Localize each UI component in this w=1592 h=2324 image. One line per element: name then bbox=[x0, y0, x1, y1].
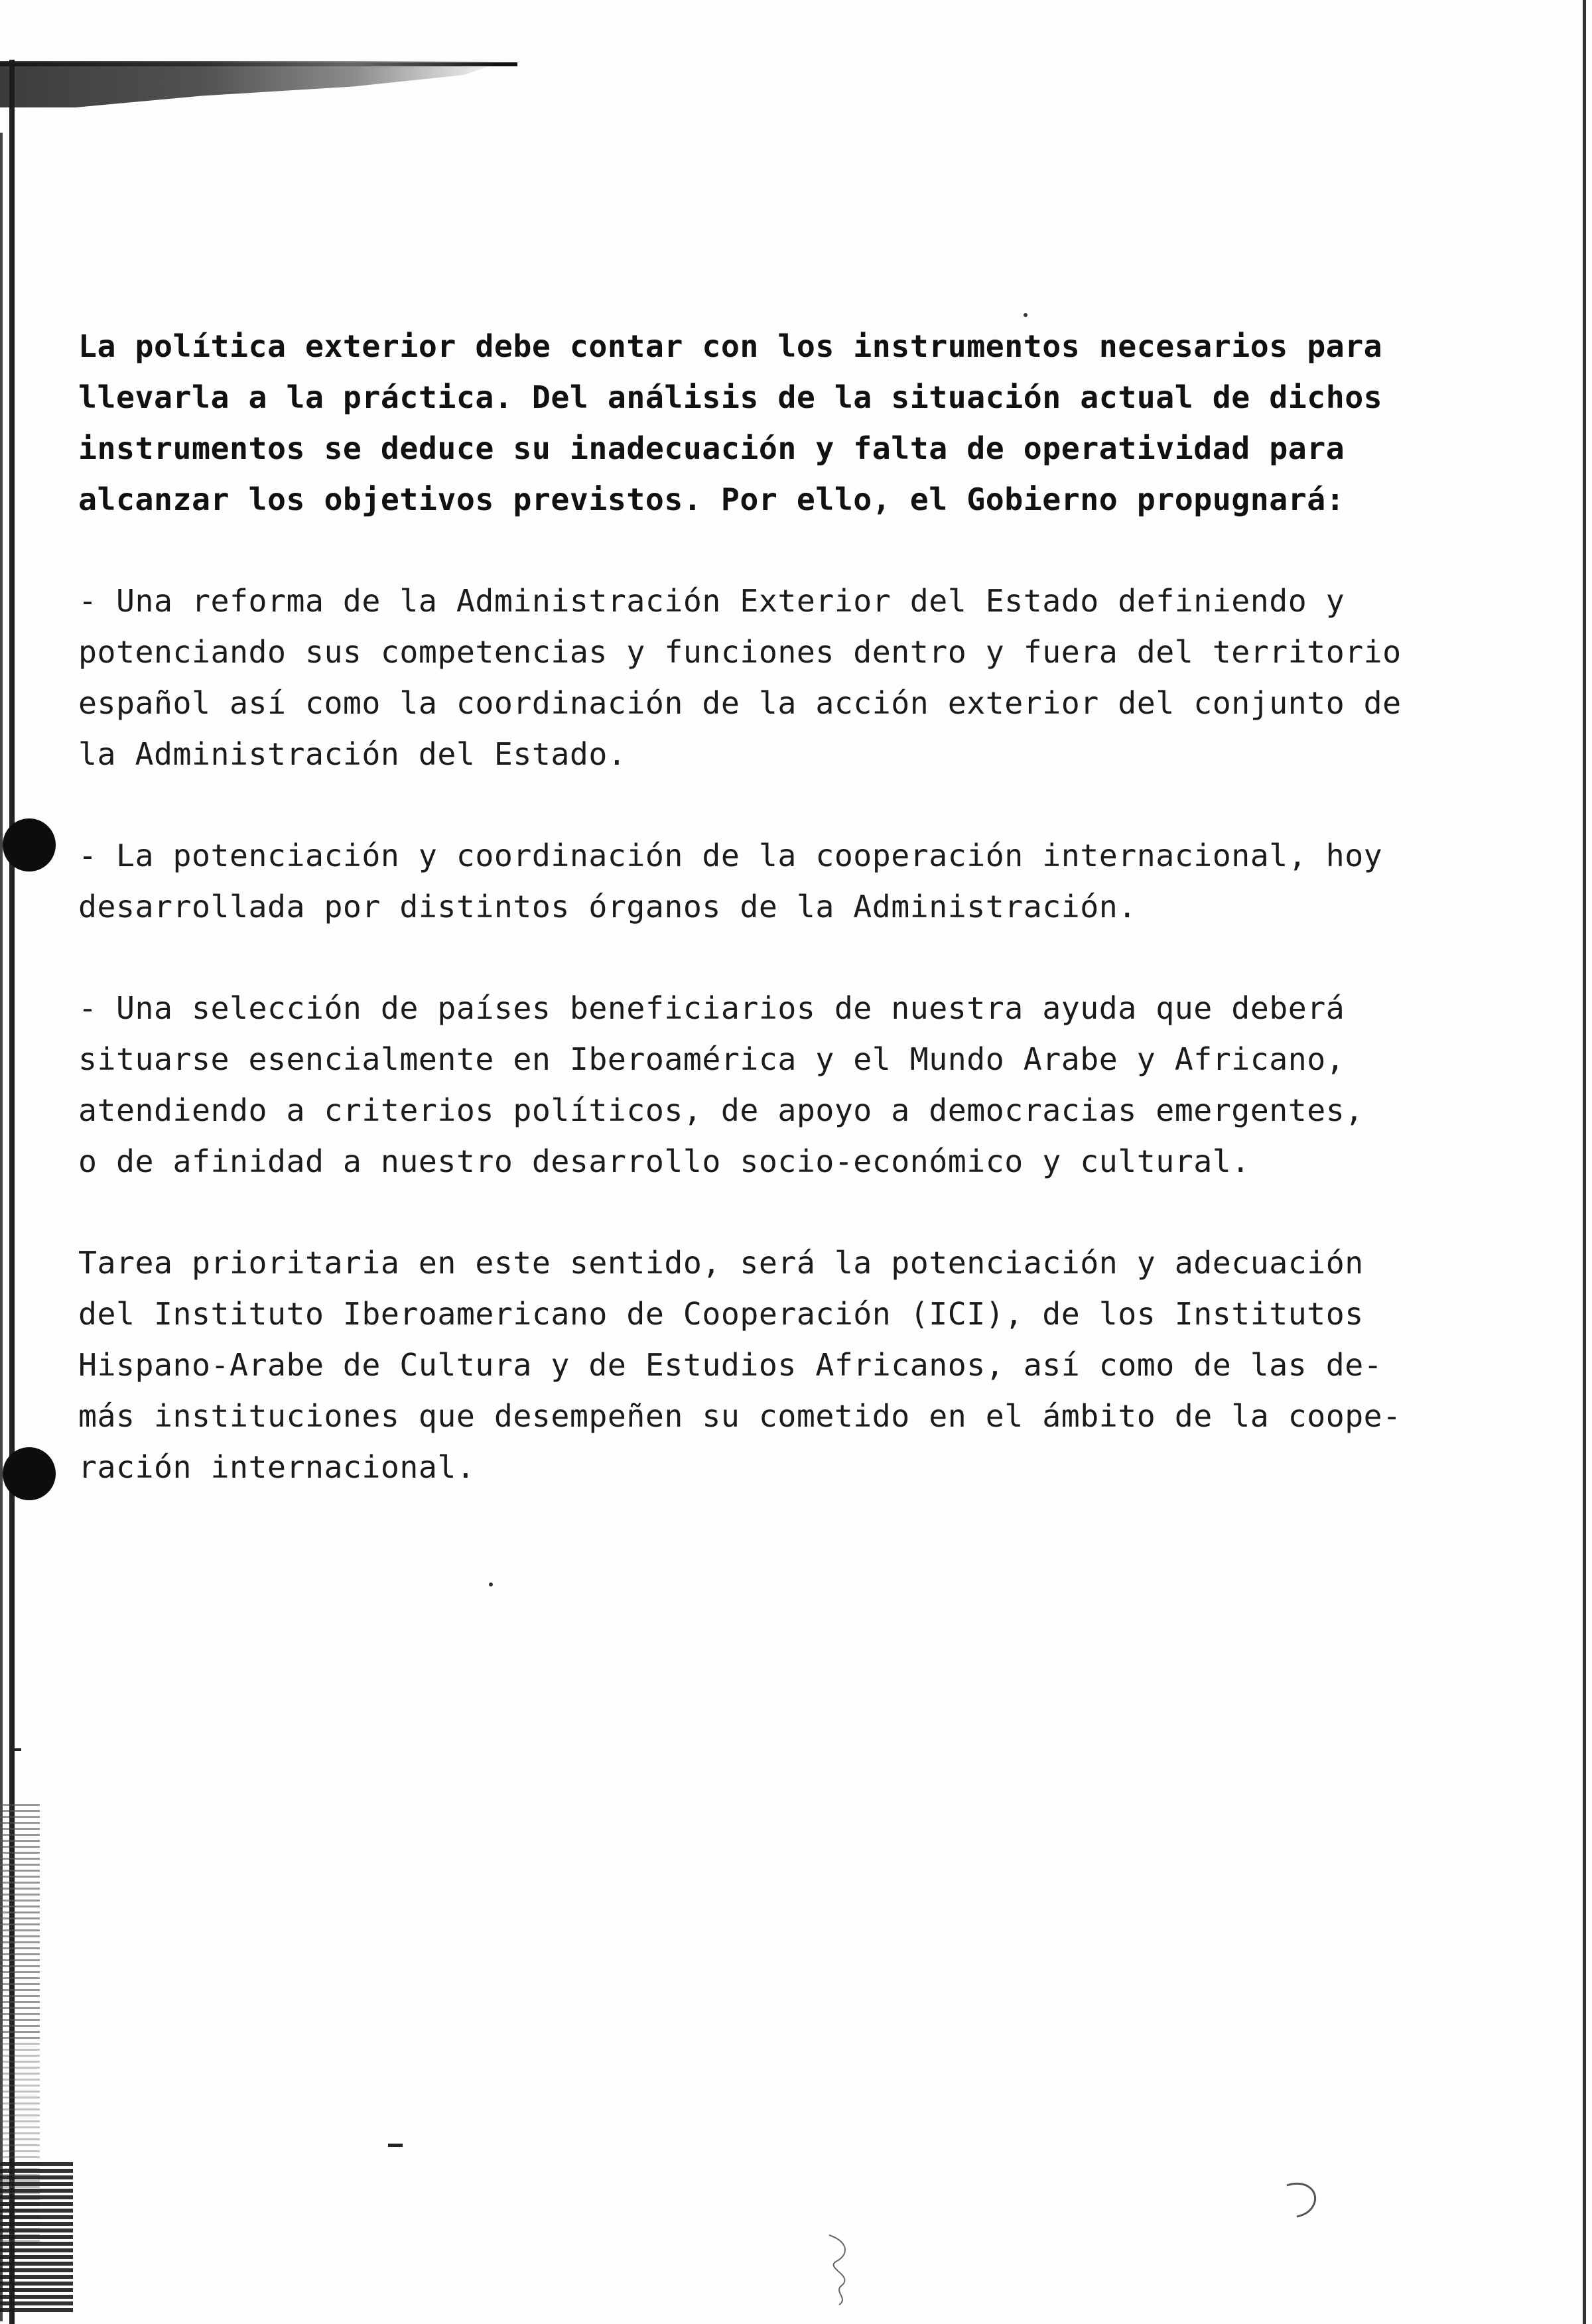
stray-mark bbox=[388, 2144, 403, 2147]
text-line: Hispano-Arabe de Cultura y de Estudios Africanos, así como de las de- bbox=[78, 1347, 1383, 1383]
scan-right-border bbox=[1583, 0, 1586, 2324]
text-line: o de afinidad a nuestro desarrollo socio-económico y cultural. bbox=[78, 1143, 1250, 1179]
text-line: más instituciones que desempeñen su cometido en el ámbito de la coope- bbox=[78, 1398, 1402, 1434]
stray-dot bbox=[489, 1582, 493, 1586]
text-line: instrumentos se deduce su inadecuación y falta de operatividad para bbox=[78, 430, 1345, 466]
paragraph-tarea bbox=[78, 1238, 1524, 1493]
text-line: - La potenciación y coordinación de la cooperación internacional, hoy bbox=[78, 838, 1383, 873]
text-line: ración internacional. bbox=[78, 1449, 476, 1485]
scan-curl-mark bbox=[1280, 2175, 1327, 2222]
scan-top-smudge bbox=[0, 61, 504, 107]
text-line: La política exterior debe contar con los instrumentos necesarios para bbox=[78, 328, 1383, 364]
text-line: - Una reforma de la Administración Exterior del Estado definiendo y bbox=[78, 583, 1345, 619]
text-line: alcanzar los objetivos previstos. Por ello, el Gobierno propugnará: bbox=[78, 482, 1345, 517]
paragraph-intro bbox=[78, 321, 1524, 525]
scan-edge-noise bbox=[0, 2162, 73, 2315]
punch-hole-lower bbox=[3, 1447, 56, 1500]
punch-hole-upper bbox=[3, 818, 56, 871]
text-line: español así como la coordinación de la acción exterior del conjunto de bbox=[78, 685, 1402, 721]
text-line: - Una selección de países beneficiarios de nuestra ayuda que deberá bbox=[78, 990, 1345, 1026]
stray-mark bbox=[12, 1748, 21, 1751]
text-line: potenciando sus competencias y funciones dentro y fuera del territorio bbox=[78, 634, 1402, 670]
text-line: situarse esencialmente en Iberoamérica y el Mundo Arabe y Africano, bbox=[78, 1041, 1345, 1077]
paragraph-seleccion bbox=[78, 983, 1524, 1187]
text-line: atendiendo a criterios políticos, de apoyo a democracias emergentes, bbox=[78, 1092, 1364, 1128]
text-line: la Administración del Estado. bbox=[78, 736, 627, 772]
paragraph-reforma bbox=[78, 576, 1524, 780]
scan-squiggle-mark bbox=[823, 2228, 862, 2308]
text-line: del Instituto Iberoamericano de Cooperación (ICI), de los Institutos bbox=[78, 1296, 1364, 1332]
paragraph-cooperacion bbox=[78, 830, 1524, 933]
stray-dot bbox=[1024, 313, 1028, 317]
text-line: llevarla a la práctica. Del análisis de la situación actual de dichos bbox=[78, 379, 1383, 415]
document-body bbox=[78, 321, 1524, 1543]
text-line: Tarea prioritaria en este sentido, será la potenciación y adecuación bbox=[78, 1245, 1364, 1281]
scan-edge-noise bbox=[0, 1804, 40, 2043]
text-line: desarrollada por distintos órganos de la Administración. bbox=[78, 889, 1137, 925]
